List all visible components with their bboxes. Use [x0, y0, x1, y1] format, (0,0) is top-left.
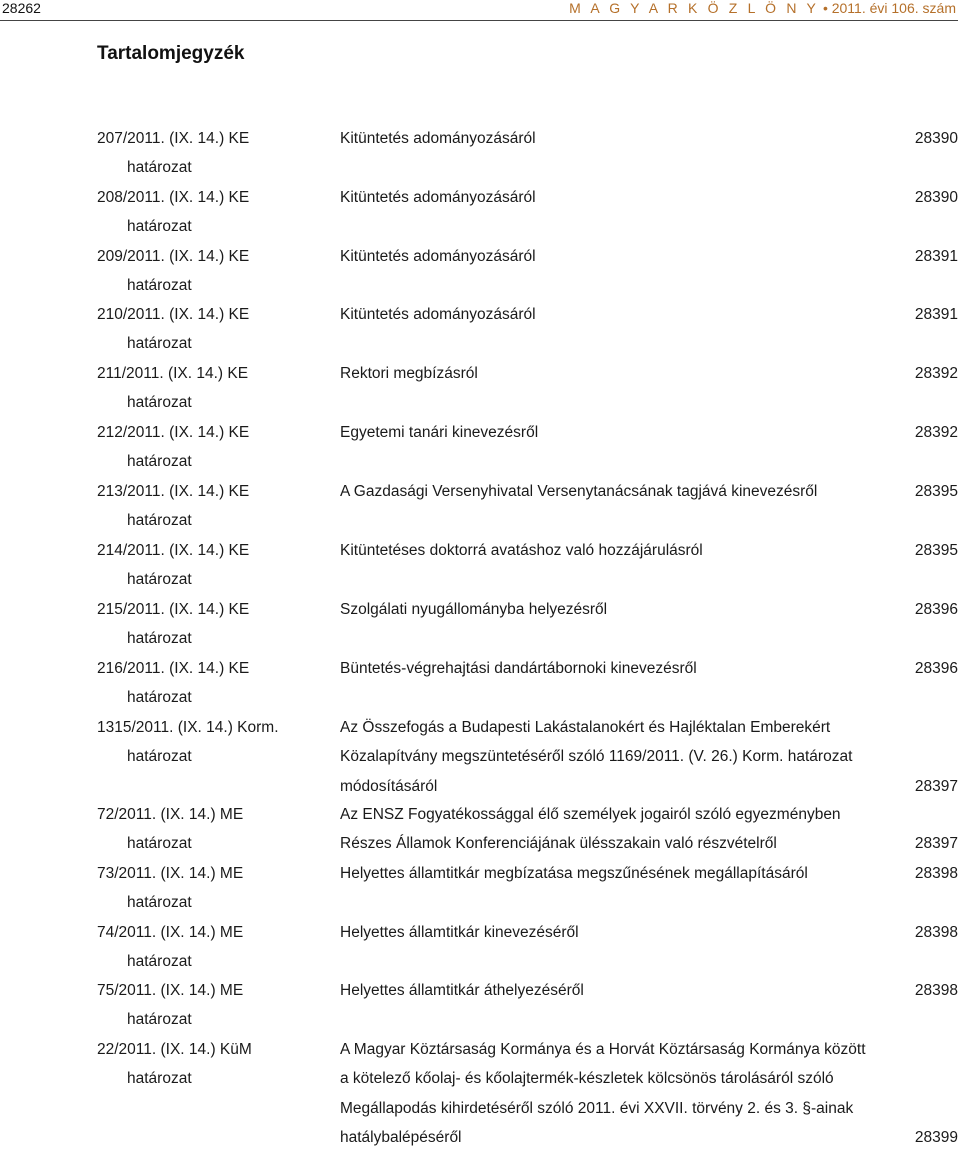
entry-type: határozat: [127, 748, 192, 766]
entry-page-number: 28395: [914, 483, 958, 500]
entry-reference: [97, 657, 317, 710]
journal-name: M A G Y A R K Ö Z L Ö N Y: [569, 0, 820, 16]
entry-number: 74/2011. (IX. 14.) ME: [97, 924, 244, 941]
page-number: 28262: [2, 0, 41, 16]
entry-reference: [97, 862, 317, 915]
entry-reference: [97, 186, 317, 239]
entry-page-number: 28395: [914, 542, 958, 559]
entry-reference: [97, 421, 317, 474]
entry-number: 212/2011. (IX. 14.) KE: [97, 424, 250, 441]
entry-type: határozat: [127, 571, 192, 589]
entry-reference: [97, 480, 317, 533]
toc-title: Tartalomjegyzék: [97, 43, 245, 64]
entry-title-line: Rektori megbízásról: [340, 365, 478, 382]
entry-page-number: 28392: [914, 424, 958, 441]
entry-title-line: Az Összefogás a Budapesti Lakástalanokért és Hajléktalan Emberekért: [340, 719, 831, 736]
entry-title-line: Az ENSZ Fogyatékossággal élő személyek jogairól szóló egyezményben: [340, 806, 841, 823]
entry-reference: [97, 245, 317, 298]
entry-reference: [97, 803, 317, 856]
entry-type: határozat: [127, 218, 192, 236]
entry-number: 214/2011. (IX. 14.) KE: [97, 542, 250, 559]
issue-label: • 2011. évi 106. szám: [822, 0, 956, 16]
entry-title-line: Helyettes államtitkár kinevezéséről: [340, 924, 579, 941]
entry-title-line: hatálybalépéséről: [340, 1128, 462, 1146]
entry-reference: [97, 303, 317, 356]
entry-page-number: 28397: [914, 835, 958, 853]
entry-number: 213/2011. (IX. 14.) KE: [97, 483, 250, 500]
entry-number: 73/2011. (IX. 14.) ME: [97, 865, 244, 882]
entry-type: határozat: [127, 835, 192, 853]
entry-title-line: Kitüntetés adományozásáról: [340, 248, 536, 265]
entry-page-number: 28391: [914, 248, 958, 265]
entry-title-line: Megállapodás kihirdetéséről szóló 2011. évi XXVII. törvény 2. és 3. §-ainak: [340, 1099, 854, 1117]
entry-type: határozat: [127, 394, 192, 412]
entry-number: 22/2011. (IX. 14.) KüM: [97, 1041, 252, 1058]
entry-title-line: Kitüntetés adományozásáról: [340, 130, 536, 147]
entry-type: határozat: [127, 894, 192, 912]
entry-type: határozat: [127, 277, 192, 295]
entry-number: 208/2011. (IX. 14.) KE: [97, 189, 250, 206]
entry-page-number: 28398: [914, 924, 958, 941]
entry-number: 215/2011. (IX. 14.) KE: [97, 601, 250, 618]
entry-number: 72/2011. (IX. 14.) ME: [97, 806, 244, 823]
entry-type: határozat: [127, 1070, 192, 1088]
entry-title-line: Kitüntetés adományozásáról: [340, 306, 536, 323]
entry-number: 216/2011. (IX. 14.) KE: [97, 660, 250, 677]
entry-title-line: Részes Államok Konferenciájának ülésszakain való részvételről: [340, 835, 777, 853]
entry-reference: [97, 1038, 317, 1091]
entry-type: határozat: [127, 630, 192, 648]
entry-page-number: 28390: [914, 130, 958, 147]
entry-number: 211/2011. (IX. 14.) KE: [97, 365, 249, 382]
entry-page-number: 28398: [914, 865, 958, 882]
entry-page-number: 28392: [914, 365, 958, 382]
entry-page-number: 28399: [914, 1128, 958, 1146]
entry-title-line: Büntetés-végrehajtási dandártábornoki kinevezésről: [340, 660, 697, 677]
entry-number: 1315/2011. (IX. 14.) Korm.: [97, 719, 279, 736]
entry-title-line: Kitüntetéses doktorrá avatáshoz való hozzájárulásról: [340, 542, 703, 559]
entry-number: 75/2011. (IX. 14.) ME: [97, 982, 244, 999]
entry-reference: [97, 127, 317, 180]
entry-title-line: a kötelező kőolaj- és kőolajtermék-készletek kölcsönös tárolásáról szóló: [340, 1070, 834, 1088]
entry-number: 210/2011. (IX. 14.) KE: [97, 306, 250, 323]
entry-number: 207/2011. (IX. 14.) KE: [97, 130, 250, 147]
entry-type: határozat: [127, 512, 192, 530]
entry-type: határozat: [127, 335, 192, 353]
entry-type: határozat: [127, 1011, 192, 1029]
entry-page-number: 28390: [914, 189, 958, 206]
entry-reference: [97, 539, 317, 592]
entry-reference: [97, 979, 317, 1032]
entry-type: határozat: [127, 159, 192, 177]
entry-reference: [97, 598, 317, 651]
entry-reference: [97, 362, 317, 415]
entry-page-number: 28396: [914, 601, 958, 618]
entry-title-line: Kitüntetés adományozásáról: [340, 189, 536, 206]
entry-title-line: A Magyar Köztársaság Kormánya és a Horvát Köztársaság Kormánya között: [340, 1041, 866, 1058]
entry-title-line: Egyetemi tanári kinevezésről: [340, 424, 539, 441]
entry-page-number: 28391: [914, 306, 958, 323]
entry-reference: [97, 716, 317, 769]
entry-title-line: Szolgálati nyugállományba helyezésről: [340, 601, 608, 618]
entry-page-number: 28396: [914, 660, 958, 677]
entry-title-line: Közalapítvány megszüntetéséről szóló 1169/2011. (V. 26.) Korm. határozat: [340, 748, 853, 766]
entry-title-line: Helyettes államtitkár megbízatása megszűnésének megállapításáról: [340, 865, 808, 882]
entry-reference: [97, 921, 317, 974]
entry-title-line: Helyettes államtitkár áthelyezéséről: [340, 982, 584, 999]
entry-title-line: módosításáról: [340, 777, 438, 795]
entry-title-line: A Gazdasági Versenyhivatal Versenytanácsának tagjává kinevezésről: [340, 483, 818, 500]
entry-page-number: 28398: [914, 982, 958, 999]
entry-type: határozat: [127, 689, 192, 707]
entry-page-number: 28397: [914, 777, 958, 795]
entry-type: határozat: [127, 453, 192, 471]
entry-number: 209/2011. (IX. 14.) KE: [97, 248, 250, 265]
entry-type: határozat: [127, 953, 192, 971]
